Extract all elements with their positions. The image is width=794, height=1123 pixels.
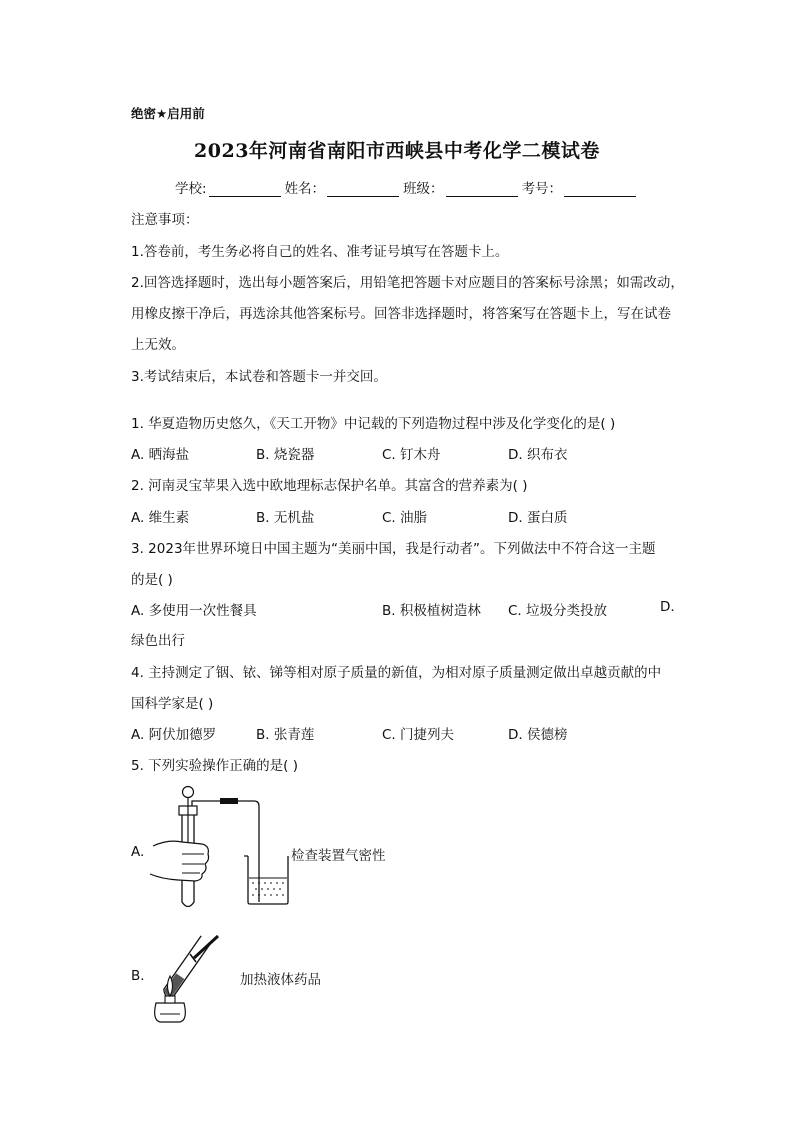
question-2-stem: 2. 河南灵宝苹果入选中欧地理标志保护名单。其富含的营养素为( )	[131, 478, 528, 494]
q1-option-a[interactable]: A. 晒海盐	[131, 447, 190, 463]
page-title: 2023年河南省南阳市西峡县中考化学二模试卷	[194, 140, 600, 162]
note-line: 2.回答选择题时，选出每小题答案后，用铅笔把答题卡对应题目的答案标号涂黑；如需改动，	[131, 275, 684, 291]
question-3-stem: 3. 2023年世界环境日中国主题为“美丽中国，我是行动者”。下列做法中不符合这一主题	[131, 541, 656, 557]
heating-liquid-figure	[146, 928, 236, 1023]
question-4-stem-cont: 国科学家是( )	[131, 696, 214, 712]
q1-option-c[interactable]: C. 钉木舟	[382, 447, 441, 463]
school-blank[interactable]	[209, 182, 281, 197]
note-line: 用橡皮擦干净后，再选涂其他答案标号。回答非选择题时，将答案写在答题卡上，写在试卷	[131, 306, 671, 322]
q3-option-a[interactable]: A. 多使用一次性餐具	[131, 603, 257, 619]
name-blank[interactable]	[327, 182, 399, 197]
q4-option-a[interactable]: A. 阿伏加德罗	[131, 727, 217, 743]
question-1-stem: 1. 华夏造物历史悠久，《天工开物》中记载的下列造物过程中涉及化学变化的是( )	[131, 416, 616, 432]
q1-option-d[interactable]: D. 织布衣	[508, 447, 568, 463]
note-line: 上无效。	[131, 337, 185, 353]
question-4-stem: 4. 主持测定了铟、铱、锑等相对原子质量的新值，为相对原子质量测定做出卓越贡献的中	[131, 665, 662, 681]
q4-option-b[interactable]: B. 张青莲	[256, 727, 315, 743]
q3-option-d[interactable]: D.	[660, 599, 675, 615]
exam-no-blank[interactable]	[564, 182, 636, 197]
q5-option-a[interactable]: A.	[131, 844, 145, 860]
info-label-school: 学校:	[175, 181, 207, 197]
note-line: 3.考试结束后，本试卷和答题卡一并交回。	[131, 369, 387, 385]
note-line: 1.答卷前，考生务必将自己的姓名、准考证号填写在答题卡上。	[131, 244, 509, 260]
class-blank[interactable]	[446, 182, 518, 197]
info-label-class: 班级：	[403, 181, 444, 197]
airtightness-apparatus-figure	[148, 784, 298, 914]
confidential-label: 绝密★启用前	[131, 106, 205, 121]
q4-option-c[interactable]: C. 门捷列夫	[382, 727, 455, 743]
q2-option-c[interactable]: C. 油脂	[382, 510, 428, 526]
info-label-exam-no: 考号：	[521, 181, 563, 197]
q5-option-b[interactable]: B.	[131, 968, 145, 984]
q3-option-d-text[interactable]: 绿色出行	[131, 633, 185, 649]
info-label-name: 姓名：	[284, 181, 326, 197]
question-5-stem: 5. 下列实验操作正确的是( )	[131, 758, 298, 774]
q1-option-b[interactable]: B. 烧瓷器	[256, 447, 315, 463]
q3-option-c[interactable]: C. 垃圾分类投放	[508, 603, 608, 619]
notes-heading: 注意事项：	[131, 212, 199, 228]
q2-option-d[interactable]: D. 蛋白质	[508, 510, 568, 526]
q2-option-a[interactable]: A. 维生素	[131, 510, 190, 526]
question-3-stem-cont: 的是( )	[131, 572, 173, 588]
q4-option-d[interactable]: D. 侯德榜	[508, 727, 568, 743]
q5-option-b-caption: 加热液体药品	[240, 972, 321, 988]
q2-option-b[interactable]: B. 无机盐	[256, 510, 315, 526]
q3-option-b[interactable]: B. 积极植树造林	[382, 603, 481, 619]
q5-option-a-caption: 检查装置气密性	[291, 848, 386, 864]
student-info-row	[175, 177, 640, 197]
